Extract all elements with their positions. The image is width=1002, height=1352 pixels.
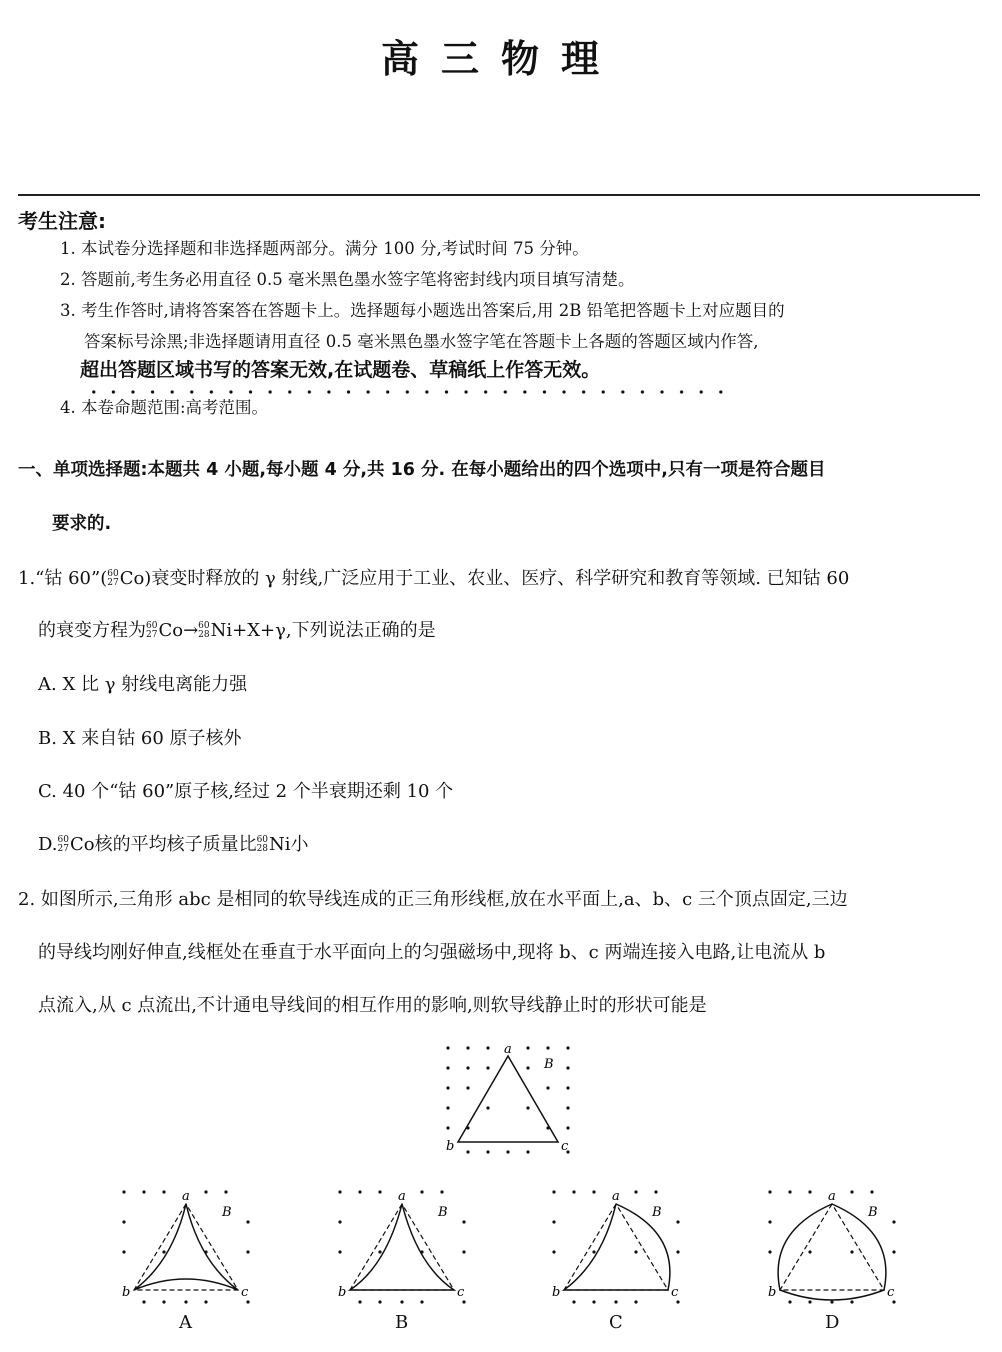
page-title: 高三物理 (380, 36, 621, 81)
triangle-frame (458, 1056, 558, 1142)
option-b: B. X 来自钴 60 原子核外 (38, 728, 242, 749)
option-a: A. X 比 γ 射线电离能力强 (38, 674, 248, 695)
option-c: C. 40 个“钴 60”原子核,经过 2 个半衰期还剩 10 个 (38, 781, 454, 802)
option-d: D. 60 27 Co核的平均核子质量比 60 28 Ni小 (38, 834, 309, 855)
figure-label-c: C (609, 1312, 623, 1333)
notice-item: 2. 答题前,考生务必用直径 0.5 毫米黑色墨水签字笔将密封线内项目填写清楚。 (60, 270, 635, 289)
svg-text:c: c (887, 1285, 895, 1300)
nuclide-co: 60 27 Co (107, 568, 145, 589)
notice-item-emphasis: 超出答题区域书写的答案无效,在试题卷、草稿纸上作答无效。 (80, 359, 601, 381)
label-a: a (504, 1042, 512, 1057)
svg-text:a: a (828, 1189, 836, 1204)
label-c: c (561, 1139, 569, 1154)
question-1-line1: 1.“钴 60”( 60 27 Co)衰变时释放的 γ 射线,广泛应用于工业、农业、医疗、科学研究和教育等领域. 已知钴 60 (18, 568, 850, 589)
figure-option-c (540, 1182, 690, 1312)
label-b: b (446, 1139, 455, 1154)
figure-option-d (756, 1182, 906, 1312)
svg-text:c: c (241, 1285, 249, 1300)
notice-item: 答案标号涂黑;非选择题请用直径 0.5 毫米黑色墨水签字笔在答题卡上各题的答题区域内作答, (84, 332, 759, 351)
question-1-line2: 的衰变方程为 60 27 Co→ 60 28 Ni+X+γ,下列说法正确的是 (38, 620, 436, 641)
svg-text:B: B (222, 1205, 232, 1220)
svg-text:a: a (398, 1189, 406, 1204)
divider (18, 194, 980, 196)
svg-text:a: a (182, 1189, 190, 1204)
figure-option-a (110, 1182, 260, 1312)
svg-text:b: b (552, 1285, 561, 1300)
section-heading-cont: 要求的. (52, 514, 112, 534)
notice-item: 3. 考生作答时,请将答案答在答题卡上。选择题每小题选出答案后,用 2B 铅笔把答题卡上对应题目的 (60, 301, 785, 320)
section-heading: 一、单项选择题:本题共 4 小题,每小题 4 分,共 16 分. 在每小题给出的四个选项中,只有一项是符合题目 (18, 460, 826, 480)
svg-text:B: B (868, 1205, 878, 1220)
figure-label-d: D (825, 1312, 840, 1333)
notice-item: 1. 本试卷分选择题和非选择题两部分。满分 100 分,考试时间 75 分钟。 (60, 239, 589, 258)
svg-text:b: b (768, 1285, 777, 1300)
main-figure (440, 1040, 580, 1160)
emphasis-dots (84, 390, 724, 394)
question-2-line2: 的导线均刚好伸直,线框处在垂直于水平面向上的匀强磁场中,现将 b、c 两端连接入电路,让电流从 b (38, 942, 826, 963)
svg-text:a: a (612, 1189, 620, 1204)
figure-option-b (326, 1182, 476, 1312)
figure-label-a: A (179, 1312, 192, 1333)
svg-text:c: c (671, 1285, 679, 1300)
figure-label-b: B (395, 1312, 409, 1333)
notice-item: 4. 本卷命题范围:高考范围。 (60, 398, 269, 417)
svg-text:b: b (122, 1285, 131, 1300)
notice-heading: 考生注意: (18, 209, 106, 233)
svg-text:B: B (652, 1205, 662, 1220)
question-2-line1: 2. 如图所示,三角形 abc 是相同的软导线连成的正三角形线框,放在水平面上,a、b、c 三个顶点固定,三边 (18, 889, 848, 910)
label-field: B (544, 1057, 554, 1072)
svg-text:c: c (457, 1285, 465, 1300)
svg-text:b: b (338, 1285, 347, 1300)
question-2-line3: 点流入,从 c 点流出,不计通电导线间的相互作用的影响,则软导线静止时的形状可能是 (38, 995, 707, 1016)
svg-text:B: B (438, 1205, 448, 1220)
